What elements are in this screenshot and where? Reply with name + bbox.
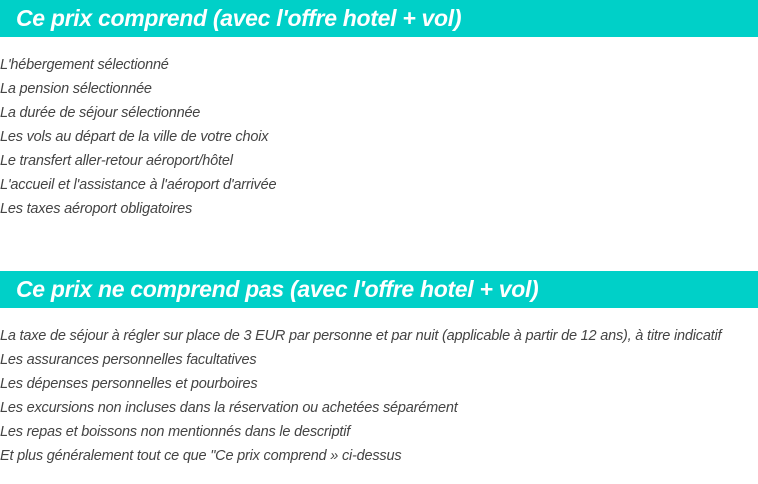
list-item: Les excursions non incluses dans la réservation ou achetées séparément bbox=[0, 400, 458, 416]
list-item: Les repas et boissons non mentionnés dans le descriptif bbox=[0, 424, 351, 440]
list-item: Et plus généralement tout ce que "Ce prix comprend » ci-dessus bbox=[0, 448, 402, 464]
list-item: L'hébergement sélectionné bbox=[0, 57, 169, 73]
excludes-section-header bbox=[0, 271, 758, 308]
list-item: Les vols au départ de la ville de votre choix bbox=[0, 129, 269, 145]
list-item: Les dépenses personnelles et pourboires bbox=[0, 376, 258, 392]
list-item: La taxe de séjour à régler sur place de 3 EUR par personne et par nuit (applicable à partir de 12 ans), à titre indicatif bbox=[0, 328, 722, 344]
includes-list bbox=[0, 53, 276, 221]
list-item: La pension sélectionnée bbox=[0, 81, 152, 97]
list-item: Les taxes aéroport obligatoires bbox=[0, 201, 193, 217]
list-item: Les assurances personnelles facultatives bbox=[0, 352, 257, 368]
list-item: L'accueil et l'assistance à l'aéroport d'arrivée bbox=[0, 177, 277, 193]
excludes-title: Ce prix ne comprend pas (avec l'offre hotel + vol) bbox=[16, 276, 539, 302]
includes-title: Ce prix comprend (avec l'offre hotel + vol) bbox=[16, 5, 462, 31]
excludes-list bbox=[0, 324, 721, 468]
includes-section-header bbox=[0, 0, 758, 37]
list-item: Le transfert aller-retour aéroport/hôtel bbox=[0, 153, 233, 169]
list-item: La durée de séjour sélectionnée bbox=[0, 105, 201, 121]
